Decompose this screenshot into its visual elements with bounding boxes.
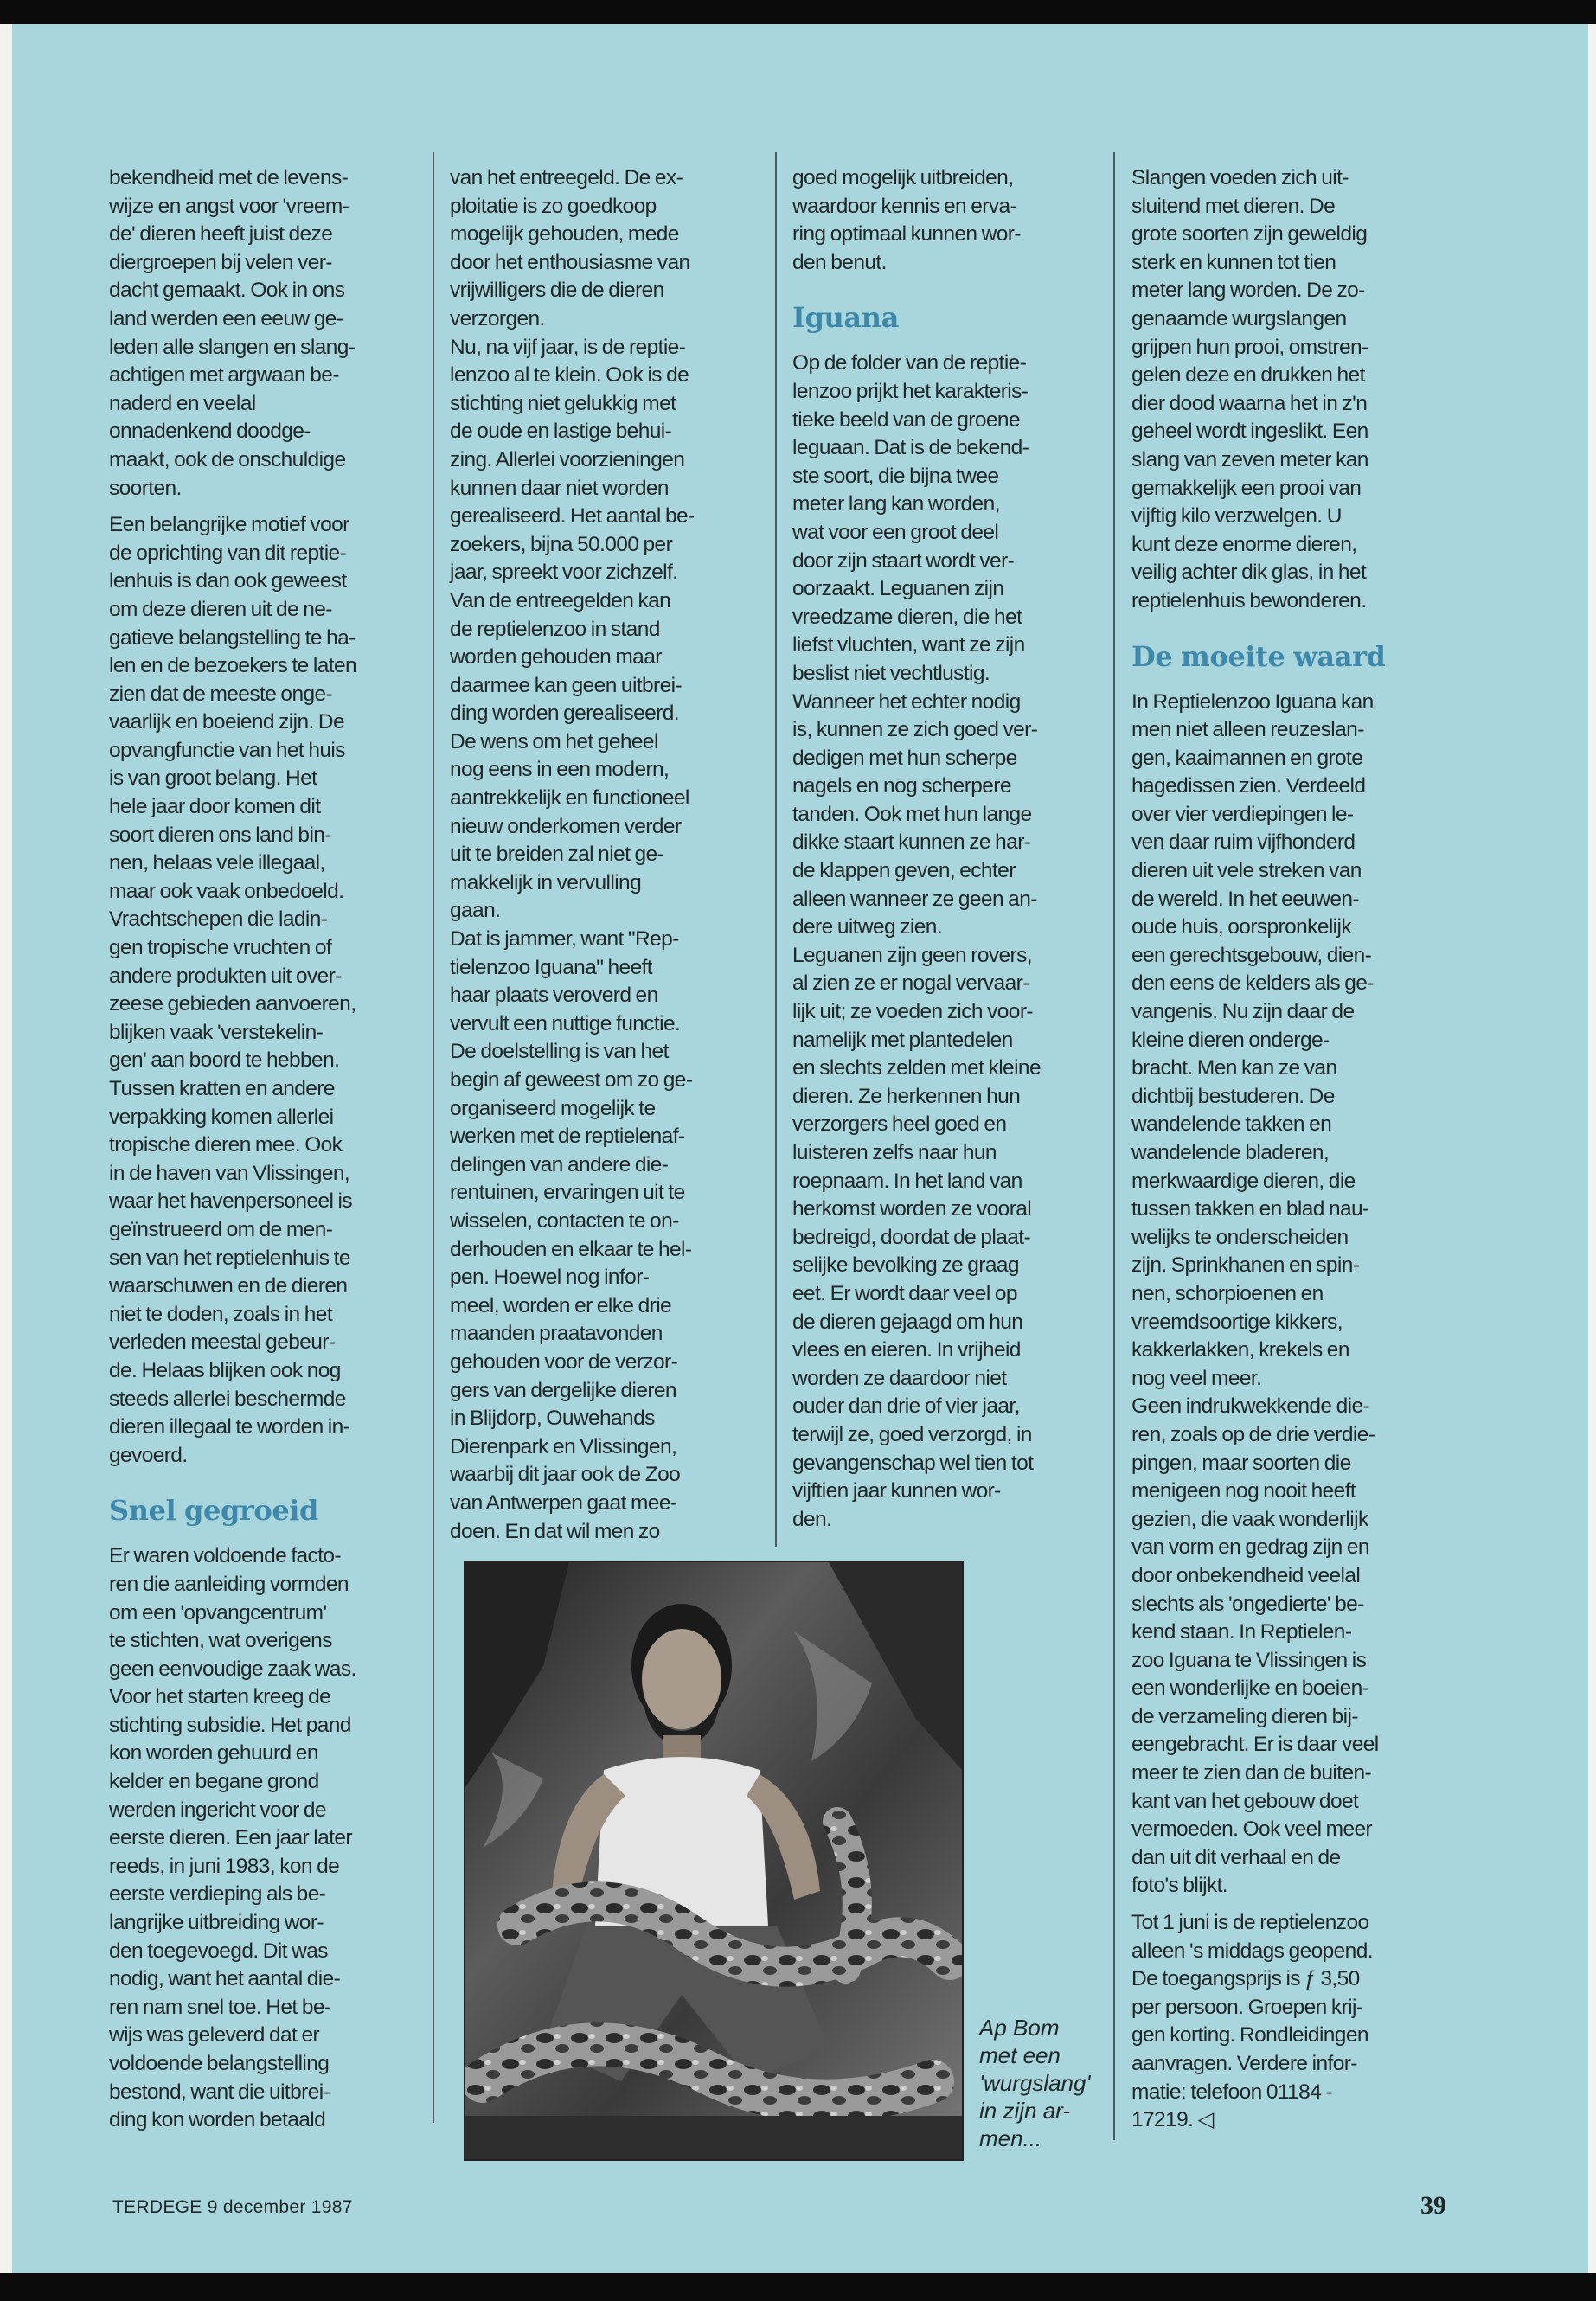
publication-footer: TERDEGE 9 december 1987 [112,2197,353,2217]
photo-caption: Ap Bom met een 'wurgslang' in zijn ar- men... [979,2015,1091,2151]
paragraph: In Reptielenzoo Iguana kan men niet alleen reuzeslan- gen, kaaimannen en grote hagedissen zien. Verdeeld over vier verdiepingen le- ven daar ruim vijfhonderd dieren uit vele streken van de wereld. In het eeuwen- oude huis, oorspronkelijk een gerechtsgebouw, dien- den eens de kelders als ge- vangenis. Nu zijn daar de kleine dieren onderge- bracht. Men kan ze van dichtbij bestuderen. De wandelende takken en wandelende bladeren, merkwaardige dieren, die tussen takken en blad nau- welijks te onderscheiden zijn. Sprinkhanen en spin- nen, schorpioenen en vreemdsoortige kikkers, kakkerlakken, krekels en nog veel meer. Geen indrukwekkende die- ren, zoals op de drie verdie- pingen, maar soorten die menigeen nog nooit heeft gezien, die vaak wonderlijk van vorm en gedrag zijn en door onbekendheid veelal slechts als 'ongedierte' be- kend staan. In Reptielen- zoo Iguana te Vlissingen is een wonderlijke en boeien- de verzameling dieren bij- eengebracht. Er is daar veel meer te zien dan de buiten- kant van het gebouw doet vermoeden. Ook veel meer dan uit dit verhaal en de foto's blijkt. [1131,689,1379,1898]
magazine-page [12,24,1588,2273]
column-rule-1 [433,152,434,2123]
section-heading-iguana: Iguana [792,301,899,335]
article-column-1 [109,164,431,2135]
paragraph: Een belangrijke motief voor de oprichting van dit reptie- lenhuis is dan ook geweest om deze dieren uit de ne- gatieve belangstelling te ha- len en de bezoekers te laten zien dat de meeste onge- vaarlijk en boeiend zijn. De opvangfunctie van het huis is van groot belang. Het hele jaar door komen dit soort dieren ons land bin- nen, helaas vele illegaal, maar ook vaak onbedoeld. Vrachtschepen die ladin- gen tropische vruchten of andere produkten uit over- zeese gebieden aanvoeren, blijken vaak 'verstekelin- gen' aan boord te hebben. Tussen kratten en andere verpakking komen allerlei tropische dieren mee. Ook in de haven van Vlissingen, waar het havenpersoneel is geïnstrueerd om de men- sen van het reptielenhuis te waarschuwen en de dieren niet te doden, zoals in het verleden meestal gebeur- de. Helaas blijken ook nog steeds allerlei beschermde dieren illegaal te worden in- gevoerd. [109,513,357,1467]
column-rule-3 [1113,152,1115,2140]
article-column-4 [1131,164,1460,2135]
photo-illustration [465,1562,962,2159]
section-heading-snel-gegroeid: Snel gegroeid [109,1494,319,1528]
scan-bottom-edge [0,2273,1596,2301]
section-heading-de-moeite-waard: De moeite waard [1131,639,1386,673]
paragraph: goed mogelijk uitbreiden, waardoor kennis en erva- ring optimaal kunnen wor- den benut. [792,166,1021,274]
paragraph: bekendheid met de levens- wijze en angst voor 'vreem- de' dieren heeft juist deze diergroepen bij velen ver- dacht gemaakt. Ook in ons land werden een eeuw ge- leden alle slangen en slang- achtigen met argwaan be- naderd en veelal onnadenkend doodge- maakt, ook de onschuldige soorten. [109,166,356,500]
article-column-2 [450,164,772,1546]
paragraph: Slangen voeden zich uit- sluitend met dieren. De grote soorten zijn geweldig sterk en kunnen tot tien meter lang worden. De zo- genaamde wurgslangen grijpen hun prooi, omstren- gelen deze en drukken het dier dood waarna het in z'n geheel wordt ingeslikt. Een slang van zeven meter kan gemakkelijk een prooi van vijftig kilo verzwelgen. U kunt deze enorme dieren, veilig achter dik glas, in het reptielenhuis bewonderen. [1131,166,1368,612]
paragraph: Er waren voldoende facto- ren die aanleiding vormden om een 'opvangcentrum' te stichten, wat overigens geen eenvoudige zaak was. Voor het starten kreeg de stichting subsidie. Het pand kon worden gehuurd en kelder en begane grond werden ingericht voor de eerste dieren. Een jaar later reeds, in juni 1983, kon de eerste verdieping als be- langrijke uitbreiding wor- den toegevoegd. Dit was nodig, want het aantal die- ren nam snel toe. Het be- wijs was geleverd dat er voldoende belangstelling bestond, want die uitbrei- ding kon worden betaald [109,1544,356,2132]
column-rule-2 [775,152,777,1547]
paragraph: Tot 1 juni is de reptielenzoo alleen 's middags geopend. De toegangsprijs is ƒ 3,50 per persoon. Groepen krij- gen korting. Rondleidingen aanvragen. Verdere infor- matie: telefoon 01184 - 17219. ◁ [1131,1911,1373,2132]
paragraph: van het entreegeld. De ex- ploitatie is zo goedkoop mogelijk gehouden, mede door het enthousiasme van vrijwilligers die de dieren verzorgen. Nu, na vijf jaar, is de reptie- lenzoo al te klein. Ook is de stichting niet gelukkig met de oude en lastige behui- zing. Allerlei voorzieningen kunnen daar niet worden gerealiseerd. Het aantal be- zoekers, bijna 50.000 per jaar, spreekt voor zichzelf. Van de entreegelden kan de reptielenzoo in stand worden gehouden maar daarmee kan geen uitbrei- ding worden gerealiseerd. De wens om het geheel nog eens in een modern, aantrekkelijk en functioneel nieuw onderkomen verder uit te breiden zal niet ge- makkelijk in vervulling gaan. Dat is jammer, want "Rep- tielenzoo Iguana" heeft haar plaats veroverd en vervult een nuttige functie. De doelstelling is van het begin af geweest om zo ge- organiseerd mogelijk te werken met de reptielenaf- delingen van andere die- rentuinen, ervaringen uit te wisselen, contacten te on- derhouden en elkaar te hel- pen. Hoewel nog infor- meel, worden er elke drie maanden praatavonden gehouden voor de verzor- gers van dergelijke dieren in Blijdorp, Ouwehands Dierenpark en Vlissingen, waarbij dit jaar ook de Zoo van Antwerpen gaat mee- doen. En dat wil men zo [450,166,695,1543]
photo-man-with-python [464,1561,964,2161]
article-column-3 [792,164,1111,1534]
scan-top-edge [0,0,1596,24]
page-number: 39 [1420,2191,1446,2220]
paragraph: Op de folder van de reptie- lenzoo prijkt het karakteris- tieke beeld van de groene leguaan. Dat is de bekend- ste soort, die bijna twee meter lang kan worden, wat voor een groot deel door zijn staart wordt ver- oorzaakt. Leguanen zijn vreedzame dieren, die het liefst vluchten, want ze zijn beslist niet vechtlustig. Wanneer het echter nodig is, kunnen ze zich goed ver- dedigen met hun scherpe nagels en nog scherpere tanden. Ook met hun lange dikke staart kunnen ze har- de klappen geven, echter alleen wanneer ze geen an- dere uitweg zien. Leguanen zijn geen rovers, al zien ze er nogal vervaar- lijk uit; ze voeden zich voor- namelijk met plantedelen en slechts zelden met kleine dieren. Ze herkennen hun verzorgers heel goed en luisteren zelfs naar hun roepnaam. In het land van herkomst worden ze vooral bedreigd, doordat de plaat- selijke bevolking ze graag eet. Er wordt daar veel op de dieren gejaagd om hun vlees en eieren. In vrijheid worden ze daardoor niet ouder dan drie of vier jaar, terwijl ze, goed verzorgd, in gevangenschap wel tien tot vijftien jaar kunnen wor- den. [792,351,1041,1531]
